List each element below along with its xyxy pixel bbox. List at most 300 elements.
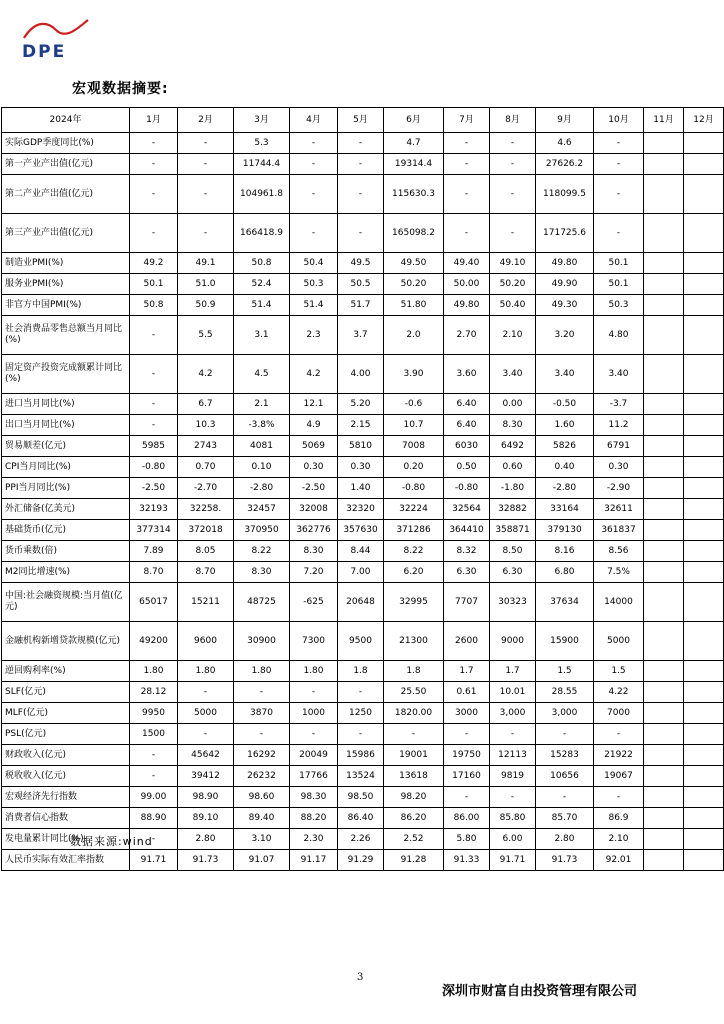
table-cell: 50.4 xyxy=(290,253,338,274)
table-row xyxy=(2,562,724,583)
table-header-row xyxy=(2,108,724,133)
table-cell: - xyxy=(594,133,644,154)
table-cell: 2.10 xyxy=(594,829,644,850)
table-cell: 11744.4 xyxy=(234,154,290,175)
table-cell xyxy=(684,562,724,583)
table-cell: 88.20 xyxy=(290,808,338,829)
table-cell: - xyxy=(444,214,490,253)
table-cell xyxy=(684,175,724,214)
table-cell: 0.10 xyxy=(234,457,290,478)
row-label: 金融机构新增贷款规模(亿元) xyxy=(2,622,130,661)
table-row xyxy=(2,457,724,478)
table-cell: 3000 xyxy=(444,703,490,724)
table-cell: 91.71 xyxy=(130,850,178,871)
table-cell: 37634 xyxy=(536,583,594,622)
table-cell: 1250 xyxy=(338,703,384,724)
table-cell: - xyxy=(130,316,178,355)
table-cell xyxy=(644,541,684,562)
table-row xyxy=(2,133,724,154)
table-cell xyxy=(684,253,724,274)
row-label: 服务业PMI(%) xyxy=(2,274,130,295)
table-cell: 10.3 xyxy=(178,415,234,436)
table-cell xyxy=(644,415,684,436)
table-cell: 14000 xyxy=(594,583,644,622)
table-cell xyxy=(684,355,724,394)
table-cell: 8.44 xyxy=(338,541,384,562)
table-cell: - xyxy=(338,682,384,703)
table-cell: 358871 xyxy=(490,520,536,541)
table-cell: - xyxy=(130,355,178,394)
table-cell: 88.90 xyxy=(130,808,178,829)
table-cell: - xyxy=(594,154,644,175)
table-cell: 21300 xyxy=(384,622,444,661)
row-label: 财政收入(亿元) xyxy=(2,745,130,766)
table-cell xyxy=(684,478,724,499)
table-cell xyxy=(644,274,684,295)
table-cell: 32008 xyxy=(290,499,338,520)
table-cell: 377314 xyxy=(130,520,178,541)
table-cell xyxy=(684,436,724,457)
table-cell: 5.5 xyxy=(178,316,234,355)
table-cell xyxy=(684,415,724,436)
table-cell xyxy=(644,478,684,499)
table-cell: 15900 xyxy=(536,622,594,661)
table-cell: - xyxy=(178,682,234,703)
table-cell: - xyxy=(234,724,290,745)
table-row xyxy=(2,154,724,175)
table-cell: 0.20 xyxy=(384,457,444,478)
table-cell: - xyxy=(338,154,384,175)
row-label: 固定资产投资完成额累计同比(%) xyxy=(2,355,130,394)
table-cell: 8.50 xyxy=(490,541,536,562)
table-cell xyxy=(684,682,724,703)
table-cell: 32995 xyxy=(384,583,444,622)
table-cell: 33164 xyxy=(536,499,594,520)
table-cell: 51.7 xyxy=(338,295,384,316)
header-cell: 2024年 xyxy=(2,108,130,133)
table-cell: 2.70 xyxy=(444,316,490,355)
table-cell: 50.00 xyxy=(444,274,490,295)
table-cell: -2.50 xyxy=(130,478,178,499)
table-cell: 51.4 xyxy=(234,295,290,316)
table-cell xyxy=(684,661,724,682)
table-cell: 4.22 xyxy=(594,682,644,703)
table-cell: 6030 xyxy=(444,436,490,457)
table-cell xyxy=(684,850,724,871)
table-cell: 2.80 xyxy=(178,829,234,850)
table-cell xyxy=(684,154,724,175)
table-cell: 5069 xyxy=(290,436,338,457)
table-row xyxy=(2,808,724,829)
table-cell: 19067 xyxy=(594,766,644,787)
table-cell: 6492 xyxy=(490,436,536,457)
table-cell: 1500 xyxy=(130,724,178,745)
table-cell: 91.17 xyxy=(290,850,338,871)
table-cell: -0.50 xyxy=(536,394,594,415)
table-cell: - xyxy=(384,724,444,745)
table-cell: 2.80 xyxy=(536,829,594,850)
table-cell: 27626.2 xyxy=(536,154,594,175)
table-cell: 19750 xyxy=(444,745,490,766)
table-cell: - xyxy=(178,214,234,253)
table-cell: - xyxy=(290,175,338,214)
table-cell: 118099.5 xyxy=(536,175,594,214)
table-cell: - xyxy=(130,766,178,787)
table-cell: 91.71 xyxy=(490,850,536,871)
row-label: 货币乘数(倍) xyxy=(2,541,130,562)
table-cell: 17766 xyxy=(290,766,338,787)
row-label: 实际GDP季度同比(%) xyxy=(2,133,130,154)
table-cell: 32611 xyxy=(594,499,644,520)
table-cell: 10.7 xyxy=(384,415,444,436)
table-cell: - xyxy=(490,133,536,154)
table-cell: - xyxy=(178,133,234,154)
table-cell: 50.1 xyxy=(594,274,644,295)
table-cell: 15211 xyxy=(178,583,234,622)
table-cell: - xyxy=(290,682,338,703)
table-cell: 8.30 xyxy=(290,541,338,562)
table-cell xyxy=(644,133,684,154)
table-row xyxy=(2,436,724,457)
table-cell xyxy=(644,724,684,745)
table-cell: 45642 xyxy=(178,745,234,766)
table-cell: - xyxy=(444,154,490,175)
table-cell: 98.60 xyxy=(234,787,290,808)
table-cell: - xyxy=(130,175,178,214)
table-cell: 8.22 xyxy=(384,541,444,562)
table-cell: 15283 xyxy=(536,745,594,766)
row-label: 社会消费品零售总额当月同比(%) xyxy=(2,316,130,355)
table-cell: 50.8 xyxy=(234,253,290,274)
table-row xyxy=(2,787,724,808)
table-cell xyxy=(644,808,684,829)
row-label: MLF(亿元) xyxy=(2,703,130,724)
table-cell xyxy=(644,457,684,478)
table-cell: 50.5 xyxy=(338,274,384,295)
row-label: 基础货币(亿元) xyxy=(2,520,130,541)
table-cell: 30900 xyxy=(234,622,290,661)
table-row xyxy=(2,274,724,295)
table-cell: -2.80 xyxy=(536,478,594,499)
table-cell: 4.9 xyxy=(290,415,338,436)
table-cell: 5000 xyxy=(178,703,234,724)
table-cell xyxy=(644,355,684,394)
table-cell: 3.20 xyxy=(536,316,594,355)
table-cell: 91.28 xyxy=(384,850,444,871)
table-row xyxy=(2,622,724,661)
table-cell xyxy=(684,274,724,295)
row-label: 宏观经济先行指数 xyxy=(2,787,130,808)
table-cell: 65017 xyxy=(130,583,178,622)
table-cell: 371286 xyxy=(384,520,444,541)
table-cell: 85.80 xyxy=(490,808,536,829)
table-cell: -2.50 xyxy=(290,478,338,499)
header-cell: 12月 xyxy=(684,108,724,133)
row-label: 中国:社会融资规模:当月值(亿元) xyxy=(2,583,130,622)
table-cell: 4.00 xyxy=(338,355,384,394)
table-cell xyxy=(684,520,724,541)
table-cell: - xyxy=(130,745,178,766)
table-cell: 9000 xyxy=(490,622,536,661)
table-cell: 50.40 xyxy=(490,295,536,316)
table-cell: - xyxy=(290,214,338,253)
table-cell: 50.3 xyxy=(290,274,338,295)
table-cell: 171725.6 xyxy=(536,214,594,253)
table-cell: - xyxy=(130,214,178,253)
header-cell: 11月 xyxy=(644,108,684,133)
table-cell: 8.30 xyxy=(234,562,290,583)
table-cell: 4.80 xyxy=(594,316,644,355)
table-cell: 91.33 xyxy=(444,850,490,871)
table-cell: 49.30 xyxy=(536,295,594,316)
table-cell: 21922 xyxy=(594,745,644,766)
table-cell xyxy=(644,562,684,583)
table-cell: 32564 xyxy=(444,499,490,520)
table-cell: - xyxy=(178,724,234,745)
table-cell xyxy=(684,808,724,829)
table-cell: 9950 xyxy=(130,703,178,724)
table-cell: 7300 xyxy=(290,622,338,661)
table-cell: 2.10 xyxy=(490,316,536,355)
table-cell: - xyxy=(290,154,338,175)
table-cell: 98.90 xyxy=(178,787,234,808)
table-cell: 4.2 xyxy=(290,355,338,394)
table-cell: 49.5 xyxy=(338,253,384,274)
table-cell: -2.70 xyxy=(178,478,234,499)
table-cell: 10.01 xyxy=(490,682,536,703)
table-cell: 364410 xyxy=(444,520,490,541)
table-cell xyxy=(644,583,684,622)
table-cell: 50.20 xyxy=(490,274,536,295)
header-cell: 4月 xyxy=(290,108,338,133)
header-cell: 5月 xyxy=(338,108,384,133)
table-cell: 1.80 xyxy=(130,661,178,682)
table-cell: 50.8 xyxy=(130,295,178,316)
table-cell: 7.20 xyxy=(290,562,338,583)
table-row xyxy=(2,541,724,562)
table-cell xyxy=(644,214,684,253)
table-cell: 5826 xyxy=(536,436,594,457)
table-cell xyxy=(644,829,684,850)
table-cell: - xyxy=(130,829,178,850)
header-cell: 8月 xyxy=(490,108,536,133)
table-cell: 49.2 xyxy=(130,253,178,274)
table-cell: 0.61 xyxy=(444,682,490,703)
table-cell: -1.80 xyxy=(490,478,536,499)
table-cell: 32882 xyxy=(490,499,536,520)
row-label: 人民币实际有效汇率指数 xyxy=(2,850,130,871)
table-cell xyxy=(644,175,684,214)
table-cell: 12113 xyxy=(490,745,536,766)
row-label: PPI当月同比(%) xyxy=(2,478,130,499)
table-cell: 0.40 xyxy=(536,457,594,478)
table-cell: -625 xyxy=(290,583,338,622)
table-cell: - xyxy=(234,682,290,703)
row-label: 消费者信心指数 xyxy=(2,808,130,829)
table-cell: 5000 xyxy=(594,622,644,661)
table-cell: 3.40 xyxy=(594,355,644,394)
table-cell xyxy=(644,766,684,787)
table-cell: 8.32 xyxy=(444,541,490,562)
table-cell: 32224 xyxy=(384,499,444,520)
table-cell xyxy=(644,316,684,355)
table-cell: 1.80 xyxy=(290,661,338,682)
table-cell: 6.40 xyxy=(444,394,490,415)
table-cell: 2.30 xyxy=(290,829,338,850)
table-cell: 11.2 xyxy=(594,415,644,436)
table-cell xyxy=(644,682,684,703)
table-cell: - xyxy=(178,154,234,175)
table-row xyxy=(2,745,724,766)
table-cell xyxy=(684,745,724,766)
row-label: 非官方中国PMI(%) xyxy=(2,295,130,316)
table-cell xyxy=(684,316,724,355)
table-cell: 86.00 xyxy=(444,808,490,829)
table-cell: - xyxy=(594,214,644,253)
table-cell: 50.3 xyxy=(594,295,644,316)
table-cell: - xyxy=(130,133,178,154)
table-cell: 8.30 xyxy=(490,415,536,436)
row-label: 税收收入(亿元) xyxy=(2,766,130,787)
table-cell: 51.4 xyxy=(290,295,338,316)
table-cell: 8.16 xyxy=(536,541,594,562)
table-cell: 98.30 xyxy=(290,787,338,808)
table-row xyxy=(2,214,724,253)
table-cell: 49.10 xyxy=(490,253,536,274)
table-cell: -0.80 xyxy=(444,478,490,499)
table-cell xyxy=(644,745,684,766)
table-cell: 3.1 xyxy=(234,316,290,355)
table-cell: 7.00 xyxy=(338,562,384,583)
table-cell: 2.0 xyxy=(384,316,444,355)
table-cell: 28.55 xyxy=(536,682,594,703)
table-cell: - xyxy=(594,787,644,808)
table-cell: 0.30 xyxy=(290,457,338,478)
table-cell: 357630 xyxy=(338,520,384,541)
table-cell: - xyxy=(290,133,338,154)
table-cell: 91.29 xyxy=(338,850,384,871)
table-row xyxy=(2,355,724,394)
table-cell: -2.90 xyxy=(594,478,644,499)
table-cell: 5.80 xyxy=(444,829,490,850)
table-cell: 6.30 xyxy=(444,562,490,583)
table-cell: 4.7 xyxy=(384,133,444,154)
table-cell: 1000 xyxy=(290,703,338,724)
table-cell xyxy=(644,622,684,661)
table-cell: 370950 xyxy=(234,520,290,541)
data-source-note: 数据来源:wind xyxy=(70,835,153,848)
table-cell: 9819 xyxy=(490,766,536,787)
table-cell: 98.50 xyxy=(338,787,384,808)
table-cell: - xyxy=(490,724,536,745)
table-cell: 7707 xyxy=(444,583,490,622)
table-cell: 50.9 xyxy=(178,295,234,316)
table-cell: 98.20 xyxy=(384,787,444,808)
table-cell: 379130 xyxy=(536,520,594,541)
table-row xyxy=(2,850,724,871)
table-cell: 4.6 xyxy=(536,133,594,154)
table-cell: 99.00 xyxy=(130,787,178,808)
row-label: 外汇储备(亿美元) xyxy=(2,499,130,520)
table-cell: 9500 xyxy=(338,622,384,661)
table-cell xyxy=(644,850,684,871)
table-cell: 49.1 xyxy=(178,253,234,274)
table-cell: 8.70 xyxy=(178,562,234,583)
table-cell xyxy=(684,541,724,562)
table-row xyxy=(2,295,724,316)
header-cell: 2月 xyxy=(178,108,234,133)
table-cell: 372018 xyxy=(178,520,234,541)
table-cell: 6.7 xyxy=(178,394,234,415)
table-cell: 19314.4 xyxy=(384,154,444,175)
table-cell: 32320 xyxy=(338,499,384,520)
table-cell: - xyxy=(444,133,490,154)
table-cell: 2743 xyxy=(178,436,234,457)
table-cell: 7.89 xyxy=(130,541,178,562)
table-cell: 1.5 xyxy=(594,661,644,682)
header-cell: 6月 xyxy=(384,108,444,133)
table-cell: - xyxy=(290,724,338,745)
table-cell: - xyxy=(594,175,644,214)
table-cell: 26232 xyxy=(234,766,290,787)
table-cell: 30323 xyxy=(490,583,536,622)
table-cell: 6791 xyxy=(594,436,644,457)
page-number: 3 xyxy=(357,972,364,983)
table-cell xyxy=(644,154,684,175)
table-cell: 3,000 xyxy=(490,703,536,724)
table-cell: 6.00 xyxy=(490,829,536,850)
table-cell: - xyxy=(490,175,536,214)
macro-data-table xyxy=(1,107,724,871)
table-cell: 49.80 xyxy=(536,253,594,274)
table-cell: 7.5% xyxy=(594,562,644,583)
table-cell: 12.1 xyxy=(290,394,338,415)
header-cell: 10月 xyxy=(594,108,644,133)
row-label: 逆回购利率(%) xyxy=(2,661,130,682)
table-cell: 20049 xyxy=(290,745,338,766)
table-cell: 0.30 xyxy=(594,457,644,478)
table-cell: 1.40 xyxy=(338,478,384,499)
table-cell: 49200 xyxy=(130,622,178,661)
table-row xyxy=(2,520,724,541)
table-cell: 3,000 xyxy=(536,703,594,724)
table-cell xyxy=(684,457,724,478)
logo-text: DPE xyxy=(22,42,67,62)
table-cell: 0.60 xyxy=(490,457,536,478)
table-row xyxy=(2,724,724,745)
table-cell xyxy=(684,214,724,253)
table-cell: -0.6 xyxy=(384,394,444,415)
table-cell: 91.73 xyxy=(536,850,594,871)
row-label: 第一产业产出值(亿元) xyxy=(2,154,130,175)
table-cell: 2.26 xyxy=(338,829,384,850)
table-cell: 2600 xyxy=(444,622,490,661)
table-cell: - xyxy=(594,724,644,745)
table-cell: 92.01 xyxy=(594,850,644,871)
table-cell xyxy=(644,703,684,724)
table-row xyxy=(2,415,724,436)
table-cell xyxy=(684,295,724,316)
table-cell: -0.80 xyxy=(130,457,178,478)
table-cell: -3.8% xyxy=(234,415,290,436)
table-cell: 6.80 xyxy=(536,562,594,583)
table-cell: 5810 xyxy=(338,436,384,457)
table-cell: 2.3 xyxy=(290,316,338,355)
table-cell: 1.80 xyxy=(178,661,234,682)
table-cell: 7000 xyxy=(594,703,644,724)
table-cell: -3.7 xyxy=(594,394,644,415)
table-row xyxy=(2,478,724,499)
